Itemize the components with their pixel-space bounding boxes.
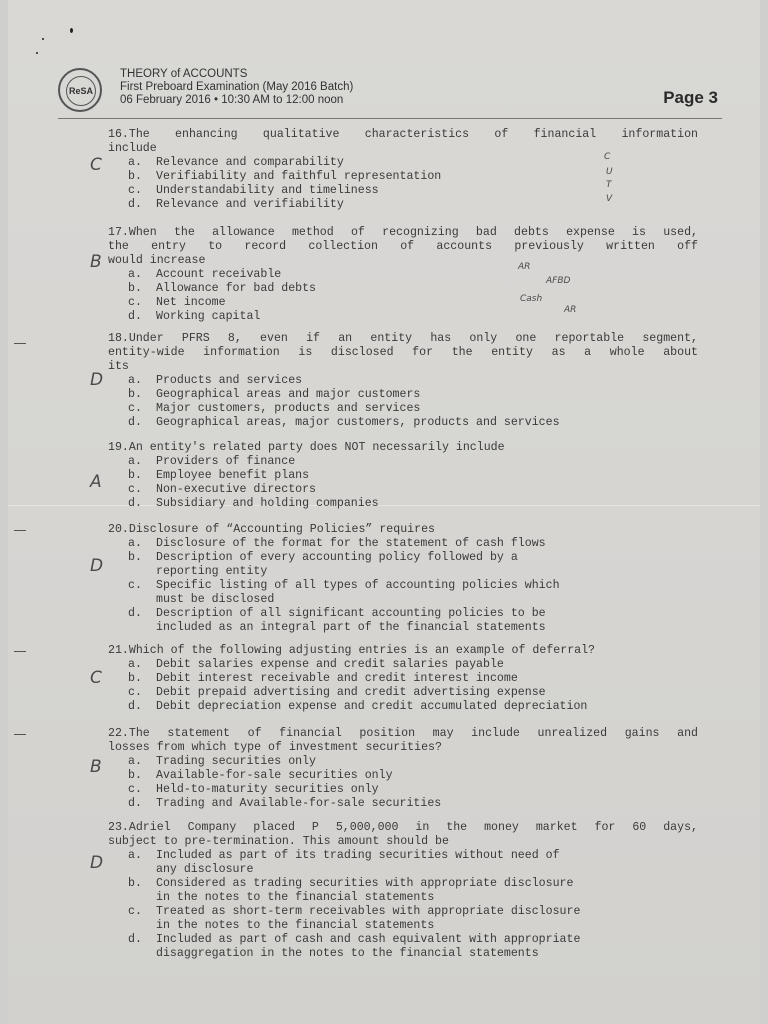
option-letter: b. — [128, 469, 142, 482]
handwritten-note: AR — [518, 262, 531, 272]
question-stem-line — [108, 441, 698, 455]
option-text: Net income — [156, 296, 226, 309]
answer-option — [108, 905, 698, 933]
question-item — [108, 821, 698, 961]
answer-option — [108, 933, 698, 961]
answer-option — [108, 607, 698, 635]
option-letter: a. — [128, 374, 142, 387]
answer-option — [108, 700, 698, 714]
question-text: When the allowance method of recognizing bad debts expense is used, — [128, 226, 698, 239]
option-text: Providers of finance — [156, 455, 296, 468]
answer-option — [108, 469, 698, 483]
answer-option — [108, 268, 698, 282]
option-text: Debit depreciation expense and credit accumulated depreciation — [156, 700, 588, 713]
exam-subject: THEORY of ACCOUNTS — [120, 68, 248, 80]
option-letter: b. — [128, 672, 142, 685]
answer-option — [108, 672, 698, 686]
answer-option — [108, 296, 698, 310]
paper-speck — [36, 52, 38, 54]
option-text: Held-to-maturity securities only — [156, 783, 379, 796]
option-text: Specific listing of all types of accounting policies which — [156, 579, 560, 592]
option-text: Working capital — [156, 310, 261, 323]
answer-option — [108, 877, 698, 905]
question-number: 16. — [108, 128, 129, 141]
option-text-continued: in the notes to the financial statements — [156, 891, 435, 904]
question-stem-line — [108, 240, 698, 254]
question-item — [108, 332, 698, 430]
option-text: Subsidiary and holding companies — [156, 497, 379, 510]
option-text: Debit salaries expense and credit salaries payable — [156, 658, 504, 671]
answer-option — [108, 755, 698, 769]
question-stem-line — [108, 727, 698, 741]
option-text-continued: reporting entity — [156, 565, 268, 578]
option-letter: a. — [128, 755, 142, 768]
option-letter: d. — [128, 933, 142, 946]
handwritten-note: Cash — [520, 294, 543, 304]
question-text: Adriel Company placed P 5,000,000 in the money market for 60 days, — [128, 821, 698, 834]
answer-option — [108, 416, 698, 430]
question-number: 19. — [108, 441, 129, 454]
handwritten-note: C — [604, 152, 611, 162]
answer-option — [108, 388, 698, 402]
question-stem-line — [108, 360, 698, 374]
exam-date: 06 February 2016 • 10:30 AM to 12:00 noon — [120, 94, 344, 106]
question-text: include — [108, 142, 157, 155]
option-letter: d. — [128, 310, 142, 323]
exam-header — [58, 66, 718, 116]
handwritten-note: AFBD — [546, 276, 571, 286]
option-text: Trading securities only — [156, 755, 317, 768]
option-text: Disclosure of the format for the statement of cash flows — [156, 537, 546, 550]
exam-page — [8, 0, 760, 1024]
question-stem-line — [108, 523, 698, 537]
handwritten-answer: B — [90, 757, 102, 777]
option-text: Account receivable — [156, 268, 282, 281]
question-item — [108, 523, 698, 635]
option-letter: d. — [128, 797, 142, 810]
option-letter: b. — [128, 769, 142, 782]
handwritten-answer: A — [90, 472, 102, 492]
option-text: Major customers, products and services — [156, 402, 421, 415]
option-text: Description of all significant accounting policies to be — [156, 607, 546, 620]
option-text-continued: in the notes to the financial statements — [156, 919, 435, 932]
answer-option — [108, 497, 698, 511]
option-letter: d. — [128, 607, 142, 620]
question-stem-line — [108, 741, 698, 755]
handwritten-answer: D — [90, 853, 104, 873]
handwritten-answer: D — [90, 556, 104, 576]
question-stem-line — [108, 835, 698, 849]
question-stem-line — [108, 332, 698, 346]
question-text: An entity's related party does NOT necessarily include — [128, 441, 505, 454]
question-text: subject to pre-termination. This amount should be — [108, 835, 449, 848]
question-text: its — [108, 360, 129, 373]
question-stem — [108, 441, 698, 455]
question-item — [108, 644, 698, 714]
option-text-continued: must be disclosed — [156, 593, 275, 606]
option-letter: a. — [128, 455, 142, 468]
handwritten-answer: D — [90, 370, 104, 390]
option-letter: b. — [128, 551, 142, 564]
handwritten-note: AR — [564, 305, 577, 315]
question-stem-line — [108, 226, 698, 240]
option-letter: c. — [128, 579, 142, 592]
page-number: Page 3 — [663, 88, 718, 107]
option-letter: d. — [128, 198, 142, 211]
option-letter: d. — [128, 700, 142, 713]
resa-seal-logo — [58, 68, 102, 112]
paper-speck — [70, 28, 73, 33]
option-text: Available-for-sale securities only — [156, 769, 393, 782]
option-letter: c. — [128, 783, 142, 796]
question-number: 22. — [108, 727, 129, 740]
answer-option — [108, 374, 698, 388]
margin-tick-mark — [14, 651, 26, 652]
answer-option — [108, 658, 698, 672]
option-letter: a. — [128, 268, 142, 281]
option-text: Understandability and timeliness — [156, 184, 379, 197]
question-number: 18. — [108, 332, 129, 345]
question-stem-line — [108, 254, 698, 268]
question-item — [108, 226, 698, 324]
margin-tick-mark — [14, 734, 26, 735]
option-text: Description of every accounting policy followed by a — [156, 551, 518, 564]
option-letter: d. — [128, 497, 142, 510]
question-stem-line — [108, 644, 698, 658]
option-text: Treated as short-term receivables with appropriate disclosure — [156, 905, 581, 918]
handwritten-answer: C — [90, 155, 102, 175]
question-stem-line — [108, 821, 698, 835]
option-text: Debit interest receivable and credit interest income — [156, 672, 518, 685]
option-text-continued: disaggregation in the notes to the financial statements — [156, 947, 539, 960]
answer-option — [108, 551, 698, 579]
option-text: Non-executive directors — [156, 483, 317, 496]
exam-batch: First Preboard Examination (May 2016 Batch) — [120, 81, 354, 93]
option-letter: c. — [128, 402, 142, 415]
question-stem — [108, 644, 698, 658]
question-item — [108, 727, 698, 811]
option-letter: c. — [128, 686, 142, 699]
handwritten-answer: C — [90, 668, 102, 688]
option-text: Verifiability and faithful representation — [156, 170, 442, 183]
question-text: The statement of financial position may include unrealized gains and — [128, 727, 698, 740]
question-item — [108, 441, 698, 511]
question-stem-line — [108, 128, 698, 142]
answer-option — [108, 849, 698, 877]
option-letter: a. — [128, 658, 142, 671]
option-letter: c. — [128, 184, 142, 197]
paper-speck — [42, 38, 44, 40]
seal-text: ReSA — [66, 76, 96, 106]
handwritten-note: U — [606, 167, 613, 177]
option-text: Relevance and comparability — [156, 156, 344, 169]
option-letter: d. — [128, 416, 142, 429]
question-text: Under PFRS 8, even if an entity has only one reportable segment, — [128, 332, 698, 345]
option-text: Debit prepaid advertising and credit advertising expense — [156, 686, 546, 699]
option-letter: b. — [128, 877, 142, 890]
answer-option — [108, 686, 698, 700]
option-letter: b. — [128, 282, 142, 295]
option-letter: c. — [128, 905, 142, 918]
option-text: Geographical areas, major customers, products and services — [156, 416, 560, 429]
option-text-continued: included as an integral part of the financial statements — [156, 621, 546, 634]
answer-option — [108, 579, 698, 607]
question-stem — [108, 226, 698, 268]
question-text: losses from which type of investment securities? — [108, 741, 442, 754]
question-text: Which of the following adjusting entries is an example of deferral? — [128, 644, 596, 657]
question-text: Disclosure of “Accounting Policies” requires — [128, 523, 435, 536]
question-text: the entry to record collection of accounts previously written off — [108, 240, 698, 253]
question-stem — [108, 332, 698, 374]
option-letter: c. — [128, 483, 142, 496]
handwritten-note: V — [606, 194, 613, 204]
header-divider — [58, 118, 722, 119]
option-text: Employee benefit plans — [156, 469, 310, 482]
option-text-continued: any disclosure — [156, 863, 254, 876]
margin-tick-mark — [14, 530, 26, 531]
answer-option — [108, 402, 698, 416]
question-number: 23. — [108, 821, 129, 834]
header-text — [120, 68, 353, 107]
answer-option — [108, 797, 698, 811]
option-text: Relevance and verifiability — [156, 198, 344, 211]
option-letter: a. — [128, 156, 142, 169]
option-text: Products and services — [156, 374, 303, 387]
margin-tick-mark — [14, 343, 26, 344]
handwritten-note: T — [606, 180, 612, 190]
answer-option — [108, 537, 698, 551]
option-text: Allowance for bad debts — [156, 282, 317, 295]
answer-option — [108, 282, 698, 296]
answer-option — [108, 769, 698, 783]
answer-option — [108, 783, 698, 797]
question-number: 21. — [108, 644, 129, 657]
option-text: Included as part of its trading securities without need of — [156, 849, 560, 862]
option-letter: b. — [128, 388, 142, 401]
option-text: Included as part of cash and cash equivalent with appropriate — [156, 933, 581, 946]
option-letter: a. — [128, 849, 142, 862]
question-number: 17. — [108, 226, 129, 239]
option-text: Considered as trading securities with appropriate disclosure — [156, 877, 574, 890]
question-text: The enhancing qualitative characteristics of financial information — [128, 128, 698, 141]
question-stem — [108, 523, 698, 537]
option-text: Trading and Available-for-sale securities — [156, 797, 442, 810]
answer-option — [108, 310, 698, 324]
question-text: would increase — [108, 254, 206, 267]
option-letter: b. — [128, 170, 142, 183]
option-text: Geographical areas and major customers — [156, 388, 421, 401]
question-stem-line — [108, 346, 698, 360]
answer-option — [108, 455, 698, 469]
question-number: 20. — [108, 523, 129, 536]
option-letter: c. — [128, 296, 142, 309]
answer-option — [108, 483, 698, 497]
question-text: entity-wide information is disclosed for the entity as a whole about — [108, 346, 698, 359]
option-letter: a. — [128, 537, 142, 550]
handwritten-answer: B — [90, 252, 102, 272]
question-stem — [108, 727, 698, 755]
question-stem — [108, 821, 698, 849]
